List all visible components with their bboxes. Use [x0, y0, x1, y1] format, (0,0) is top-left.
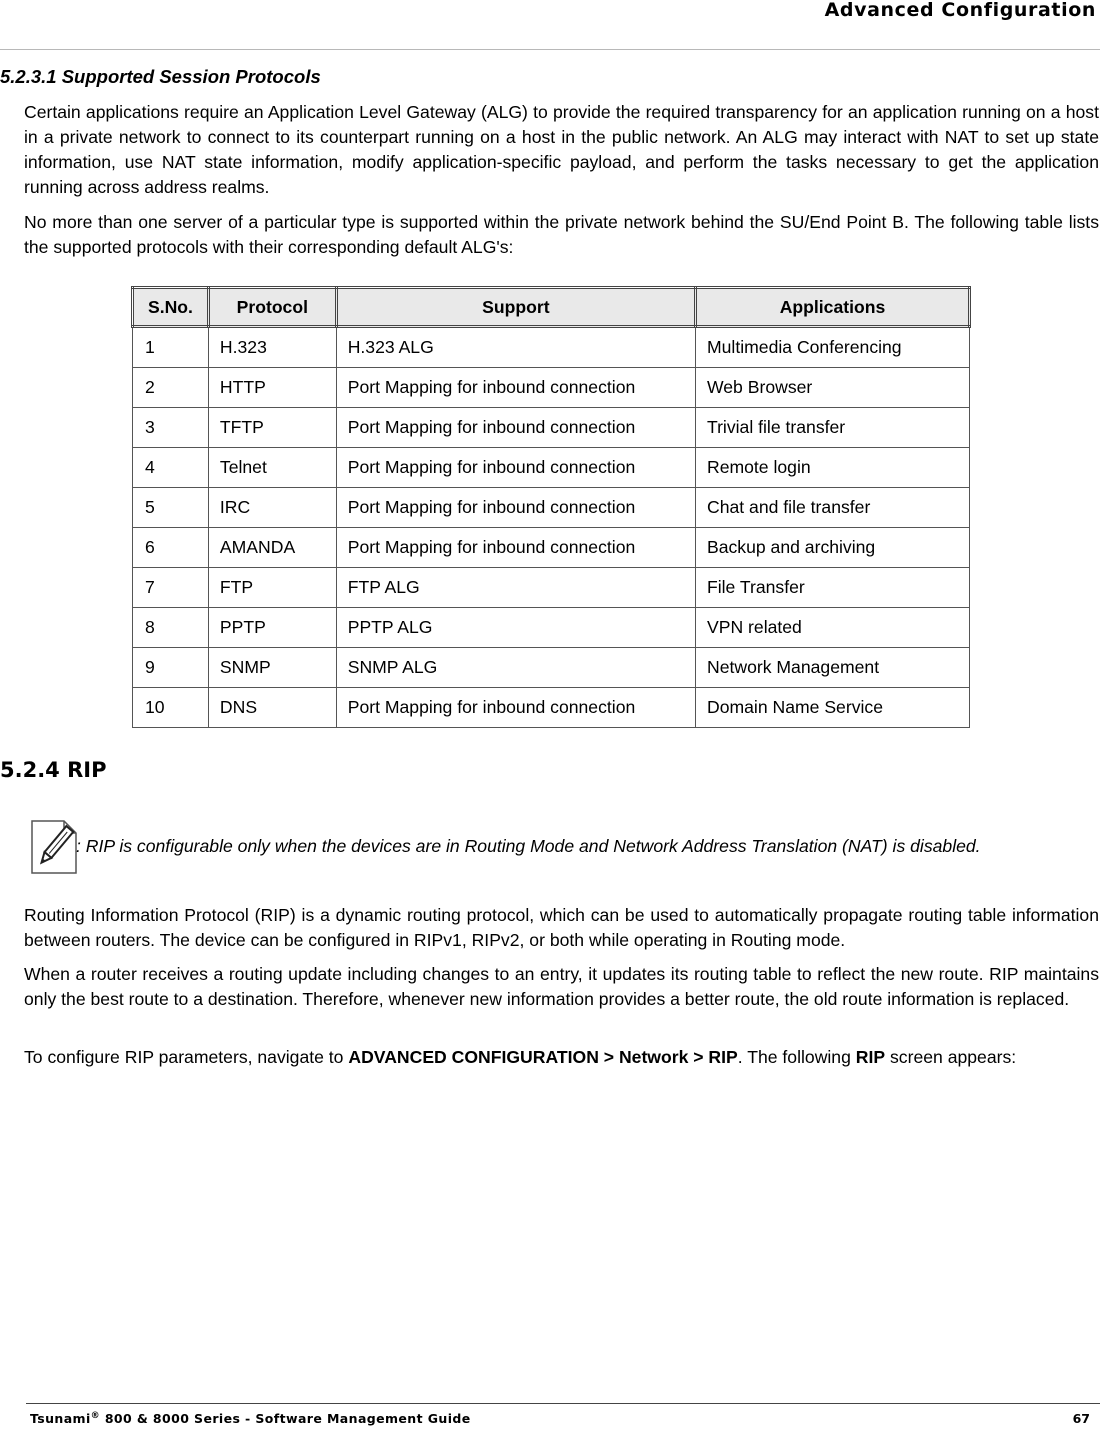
table-row	[133, 568, 970, 608]
cell-sno: 2	[133, 368, 209, 408]
cell-support: SNMP ALG	[336, 648, 695, 688]
cell-sno: 1	[133, 327, 209, 368]
subsection-heading: 5.2.3.1 Supported Session Protocols	[0, 66, 321, 87]
table-row	[133, 448, 970, 488]
cell-applications: Backup and archiving	[695, 528, 969, 568]
table-row	[133, 327, 970, 368]
cell-protocol: Telnet	[208, 448, 336, 488]
table-row	[133, 408, 970, 448]
footer-guide-title	[30, 1411, 471, 1426]
pencil-note-icon	[30, 817, 78, 875]
rip-navigate-paragraph	[24, 1045, 1099, 1070]
cell-applications: Chat and file transfer	[695, 488, 969, 528]
column-header-support: Support	[336, 288, 695, 327]
table-row	[133, 648, 970, 688]
cell-protocol: SNMP	[208, 648, 336, 688]
cell-protocol: IRC	[208, 488, 336, 528]
protocols-table	[131, 286, 971, 728]
cell-support: PPTP ALG	[336, 608, 695, 648]
table-header-row	[133, 288, 970, 327]
table-row	[133, 688, 970, 728]
cell-applications: Domain Name Service	[695, 688, 969, 728]
cell-sno: 10	[133, 688, 209, 728]
navigate-text-after: screen appears:	[885, 1047, 1017, 1067]
cell-sno: 3	[133, 408, 209, 448]
navigation-path: ADVANCED CONFIGURATION > Network > RIP	[348, 1047, 738, 1067]
cell-support: Port Mapping for inbound connection	[336, 368, 695, 408]
column-header-sno: S.No.	[133, 288, 209, 327]
cell-support: Port Mapping for inbound connection	[336, 408, 695, 448]
table-row	[133, 488, 970, 528]
cell-support: Port Mapping for inbound connection	[336, 448, 695, 488]
cell-support: Port Mapping for inbound connection	[336, 488, 695, 528]
rip-note-text: : RIP is configurable only when the devices are in Routing Mode and Network Address Translation (NAT) is disabled.	[76, 836, 981, 856]
running-header-title: Advanced Configuration	[824, 0, 1096, 21]
table-row	[133, 608, 970, 648]
footer-rule	[26, 1403, 1100, 1404]
cell-protocol: TFTP	[208, 408, 336, 448]
cell-sno: 6	[133, 528, 209, 568]
table-row	[133, 528, 970, 568]
cell-applications: VPN related	[695, 608, 969, 648]
column-header-applications: Applications	[695, 288, 969, 327]
cell-support: Port Mapping for inbound connection	[336, 528, 695, 568]
cell-applications: File Transfer	[695, 568, 969, 608]
cell-support: Port Mapping for inbound connection	[336, 688, 695, 728]
rip-update-paragraph: When a router receives a routing update including changes to an entry, it updates its routing table to reflect the new route. RIP maintains only the best route to a destination. Therefore, whenever new information provides a better route, the old route information is replaced.	[24, 964, 1099, 1009]
footer-brand: Tsunami	[30, 1411, 91, 1427]
cell-protocol: H.323	[208, 327, 336, 368]
cell-applications: Remote login	[695, 448, 969, 488]
rip-intro-paragraph: Routing Information Protocol (RIP) is a dynamic routing protocol, which can be used to automatically propagate routing table information between routers. The device can be configured in RIPv1, RIPv2, or both while operating in Routing mode.	[24, 905, 1099, 950]
cell-sno: 5	[133, 488, 209, 528]
cell-protocol: HTTP	[208, 368, 336, 408]
cell-protocol: PPTP	[208, 608, 336, 648]
cell-sno: 4	[133, 448, 209, 488]
cell-support: H.323 ALG	[336, 327, 695, 368]
cell-sno: 9	[133, 648, 209, 688]
section-heading: 5.2.4 RIP	[0, 758, 107, 782]
navigate-text-middle: . The following	[737, 1047, 856, 1067]
alg-paragraph: Certain applications require an Application Level Gateway (ALG) to provide the required transparency for an application running on a host in a private network to connect to its counterpart running on a host in the public network. An ALG may interact with NAT to set up state information, use NAT state information, modify application-specific payload, and perform the tasks necessary to get the application running across address realms.	[24, 102, 1099, 197]
navigate-text-before: To configure RIP parameters, navigate to	[24, 1047, 349, 1067]
cell-support: FTP ALG	[336, 568, 695, 608]
column-header-protocol: Protocol	[208, 288, 336, 327]
footer-guide-name: 800 & 8000 Series - Software Management Guide	[100, 1411, 471, 1427]
page-number: 67	[1072, 1411, 1090, 1426]
cell-sno: 8	[133, 608, 209, 648]
cell-applications: Multimedia Conferencing	[695, 327, 969, 368]
cell-applications: Web Browser	[695, 368, 969, 408]
cell-applications: Trivial file transfer	[695, 408, 969, 448]
cell-sno: 7	[133, 568, 209, 608]
cell-protocol: FTP	[208, 568, 336, 608]
header-rule	[0, 49, 1100, 50]
cell-protocol: AMANDA	[208, 528, 336, 568]
footer-registered-mark: ®	[90, 1411, 101, 1421]
screen-name: RIP	[855, 1047, 886, 1067]
cell-protocol: DNS	[208, 688, 336, 728]
table-row	[133, 368, 970, 408]
cell-applications: Network Management	[695, 648, 969, 688]
server-limit-paragraph: No more than one server of a particular type is supported within the private network behind the SU/End Point B. The following table lists the supported protocols with their corresponding default ALG's:	[24, 212, 1099, 257]
